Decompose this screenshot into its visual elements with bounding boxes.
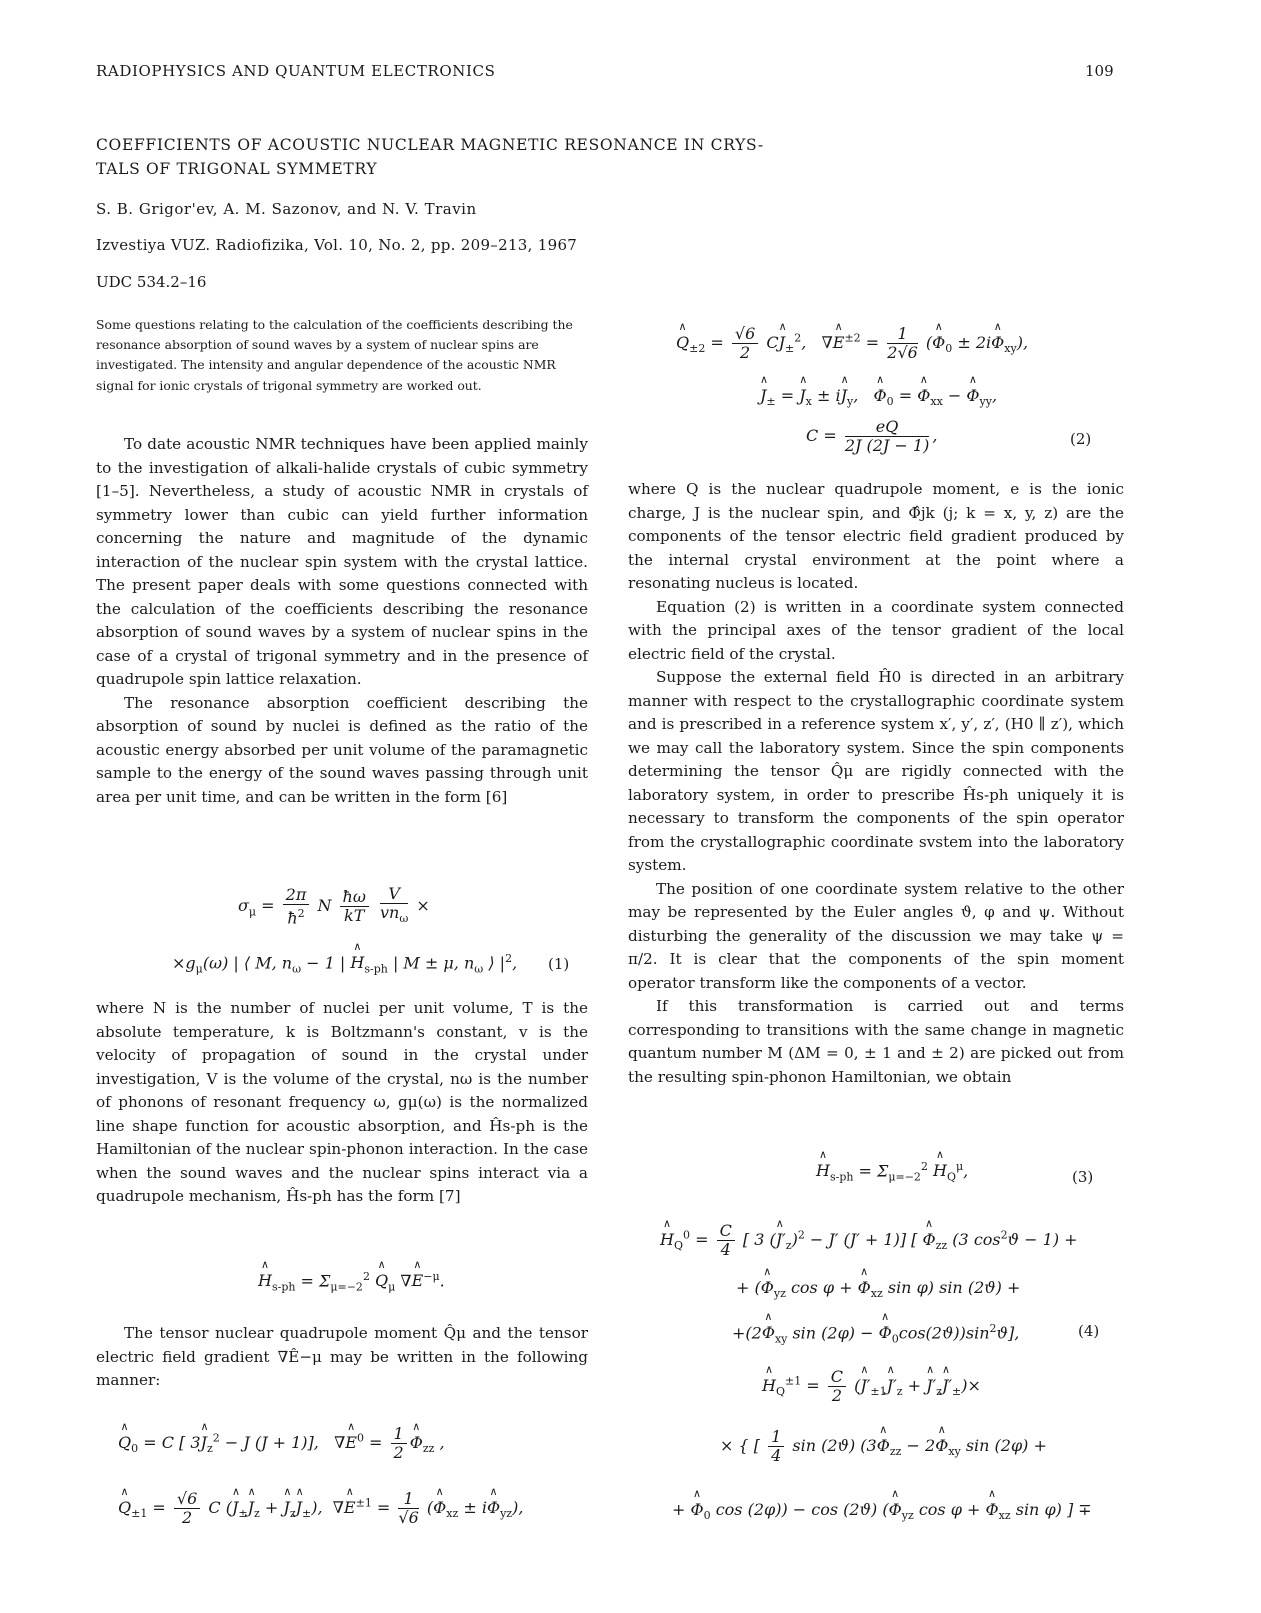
equation-number-3: (3) [1072,1168,1094,1186]
paragraph-external-field: Suppose the external field Ĥ0 is directed in an arbitrary manner with respect to the crystallographic coordinate system and is prescribed in a reference system x′, y′, z′, (H0 ∥ z′), which we may call the laboratory system. Since the spin components determining the tensor Q̂μ are rigidly connected with the laboratory system, in order to prescribe Ĥs-ph uniquely it is necessary to transform the components of the spin operator from the crystallographic coordinate svstem into the laboratory system. [628,668,1124,874]
equation-h-pm1-line-3: + ∧ $\Phi_0$ cos (2φ)) − cos (2ϑ) (∧ $\Phi_{yz}$ cos φ + ∧ $\Phi_{xz}$ sin φ) ] ∓ [672,1500,1092,1522]
paragraph-q-definitions: where Q is the nuclear quadrupole moment, e is the ionic charge, J is the nuclear spin, and Φ̂jk (j; k = x, y, z) are the components of the tensor electric field gradient produced by the internal crystal environment at the point where a resonating nucleus is located. [628,480,1124,592]
body-left-block-2 [96,997,588,1209]
abstract: Some questions relating to the calculation of the coefficients describing the resonance absorption of sound waves by a system of nuclear spins are investigated. The intensity and angular dependence of the acoustic NMR signal for ionic crystals of trigonal symmetry are worked out. [96,317,573,393]
equation-c-constant: C = $\frac{eQ}{2J (2J - 1)}$ , [806,417,938,455]
paragraph-euler-angles: The position of one coordinate system relative to the other may be represented by the Euler angles ϑ, φ and ψ. Without disturbing the generality of the discussion we may take ψ = π/2. It is clear that the components of the spin moment operator transform like the components of a vector. [628,879,1124,992]
equation-4-line-1: ∧ $H_Q^0$ = $\frac{C}{4}$ [ 3 (∧ $J'_z)^2 - J'$ (J′ + 1)] [ ∧ $\Phi_{zz}$ (3 $\cos^2ϑ - 1$) + [660,1222,1078,1259]
article-title [96,133,856,181]
body-right-block-1 [628,478,1124,1089]
equation-q-pm2: ∧ $Q_{\pm 2}$ = $\frac{√6}{2}$ C∧ $J_\pm^2$, ∇∧ $E^{\pm 2}$ = $\frac{1}{2√6}$ (∧ $\Phi_0$ ± 2i∧ $\Phi_{xy}$), [676,325,1028,362]
paragraph-absorption-coefficient: The resonance absorption coefficient describing the absorption of sound by nuclei is defined as the ratio of the acoustic energy absorbed per unit volume of the paramagnetic sample to the energy of the sound waves passing through unit area per unit time, and can be written in the form [6] [96,693,588,806]
paragraph-transformation: If this transformation is carried out and terms corresponding to transitions with the same change in magnetic quantum number M (ΔM = 0, ± 1 and ± 2) are picked out from the resulting spin-phonon Hamiltonian, we obtain [628,997,1124,1086]
paragraph-tensor-moment: The tensor nuclear quadrupole moment Q̂μ and the tensor electric field gradient ∇Ê−μ may be written in the following manner: [96,1324,588,1389]
equation-3: ∧ $H_{s-ph} = \Sigma_{\mu=-2}^2$ ∧ $H_Q^\mu$, [816,1160,968,1184]
equation-q0: ∧ $Q_0 = C$ [ 3∧ $J_z^2 - J$ (J + 1)], ∇∧ $E^0$ = $\frac{1}{2}$ ∧ $\Phi_{zz}$ , [118,1425,445,1462]
equation-4-line-3: +(2∧ $\Phi_{xy}$ sin (2φ) − ∧ $\Phi_0\cos(2ϑ))\sin^2ϑ$], [732,1322,1019,1346]
article-title-line-1: COEFFICIENTS OF ACOUSTIC NUCLEAR MAGNETIC RESONANCE IN CRYS- [96,136,764,154]
paragraph-intro: To date acoustic NMR techniques have been applied mainly to the investigation of alkali-halide crystals of cubic symmetry [1–5]. Nevertheless, a study of acoustic NMR in crystals of symmetry lower than cubic can yield further information concerning the nature and magnitude of the dynamic interaction of the nuclear spin system with the crystal lattice. The present paper deals with some questions connected with the calculation of the coefficients describing the resonance absorption of sound waves by a system of nuclear spins in the case of a crystal of trigonal symmetry and in the presence of quadrupole spin lattice relaxation. [96,435,588,688]
equation-h-pm1-line-2: × { [ $\frac{1}{4}$ sin (2ϑ) (3∧ $\Phi_{zz}$ − 2∧ $\Phi_{xy}$ sin (2φ) + [720,1428,1047,1465]
body-left-block-3 [96,1322,588,1393]
page-number: 109 [1085,62,1114,80]
authors: S. B. Grigor'ev, A. M. Sazonov, and N. V. Travin [96,200,477,218]
running-header-journal: RADIOPHYSICS AND QUANTUM ELECTRONICS [96,62,496,80]
equation-1-line-1: $\sigma_\mu$ = $\frac{2\pi}{ħ^2}$ N $\frac{ħ\omega}{kT}$ $\frac{V}{vn_\omega}$ × [238,884,430,928]
equation-1-line-2: $\times g_\mu(\omega)$ | ⟨ M, $n_\omega - 1$ | ∧ $H_{s-ph}$ | M ± μ, $n_\omega$ ⟩ $|^2$, [172,952,517,976]
equation-4-line-2: + (∧ $\Phi_{yz}$ cos φ + ∧ $\Phi_{xz}$ sin φ) sin (2ϑ) + [736,1278,1020,1300]
paragraph-symbol-definitions: where N is the number of nuclei per unit volume, T is the absolute temperature, k is Boltzmann's constant, v is the velocity of propagation of sound in the crystal under investigation, V is the volume of the crystal, nω is the number of phonons of resonant frequency ω, gμ(ω) is the normalized line shape function for acoustic absorption, and Ĥs-ph is the Hamiltonian of the nuclear spin-phonon interaction. In the case when the sound waves and the nuclear spins interact via a quadrupole mechanism, Ĥs-ph has the form [7] [96,999,588,1205]
udc-code: UDC 534.2–16 [96,273,207,291]
citation: Izvestiya VUZ. Radiofizika, Vol. 10, No. 2, pp. 209–213, 1967 [96,236,578,254]
equation-j-pm: ∧ $J_\pm$ = ∧ $J_x$ ± i∧ $J_y$, ∧ $\Phi_0$ = ∧ $\Phi_{xx}$ − ∧ $\Phi_{yy}$, [760,386,997,408]
body-left-block-1 [96,433,588,809]
equation-hamiltonian-sph: ∧ $H_{s-ph} = \Sigma_{\mu=-2}^2$ ∧ $Q_\mu$ ∇∧ $E^{-\mu}$. [258,1270,445,1294]
article-title-line-2: TALS OF TRIGONAL SYMMETRY [96,160,378,178]
equation-h-pm1: ∧ $H_Q^{\pm 1}$ = $\frac{C}{2}$ (∧ $J'_{\pm 1}\wedge$ $J'_z$ + ∧ $J'_z\wedge$ $J'_\pm)\times$ [762,1368,981,1405]
equation-number-4: (4) [1078,1322,1100,1340]
equation-number-2: (2) [1070,430,1092,448]
equation-number-1: (1) [548,955,570,973]
equation-q-pm1: ∧ $Q_{\pm 1}$ = $\frac{√6}{2}$ C (∧ $J_\pm\wedge$ $J_z$ + ∧ $J_z\wedge$ $J_\pm$), ∇∧ $E^{\pm 1}$ = $\frac{1}{√6}$ (∧ $\Phi_{xz}$ ± i∧ $\Phi_{yz}$), [118,1490,523,1527]
paragraph-equation-2-system: Equation (2) is written in a coordinate system connected with the principal axes of the tensor gradient of the local electric field of the crystal. [628,597,1124,663]
